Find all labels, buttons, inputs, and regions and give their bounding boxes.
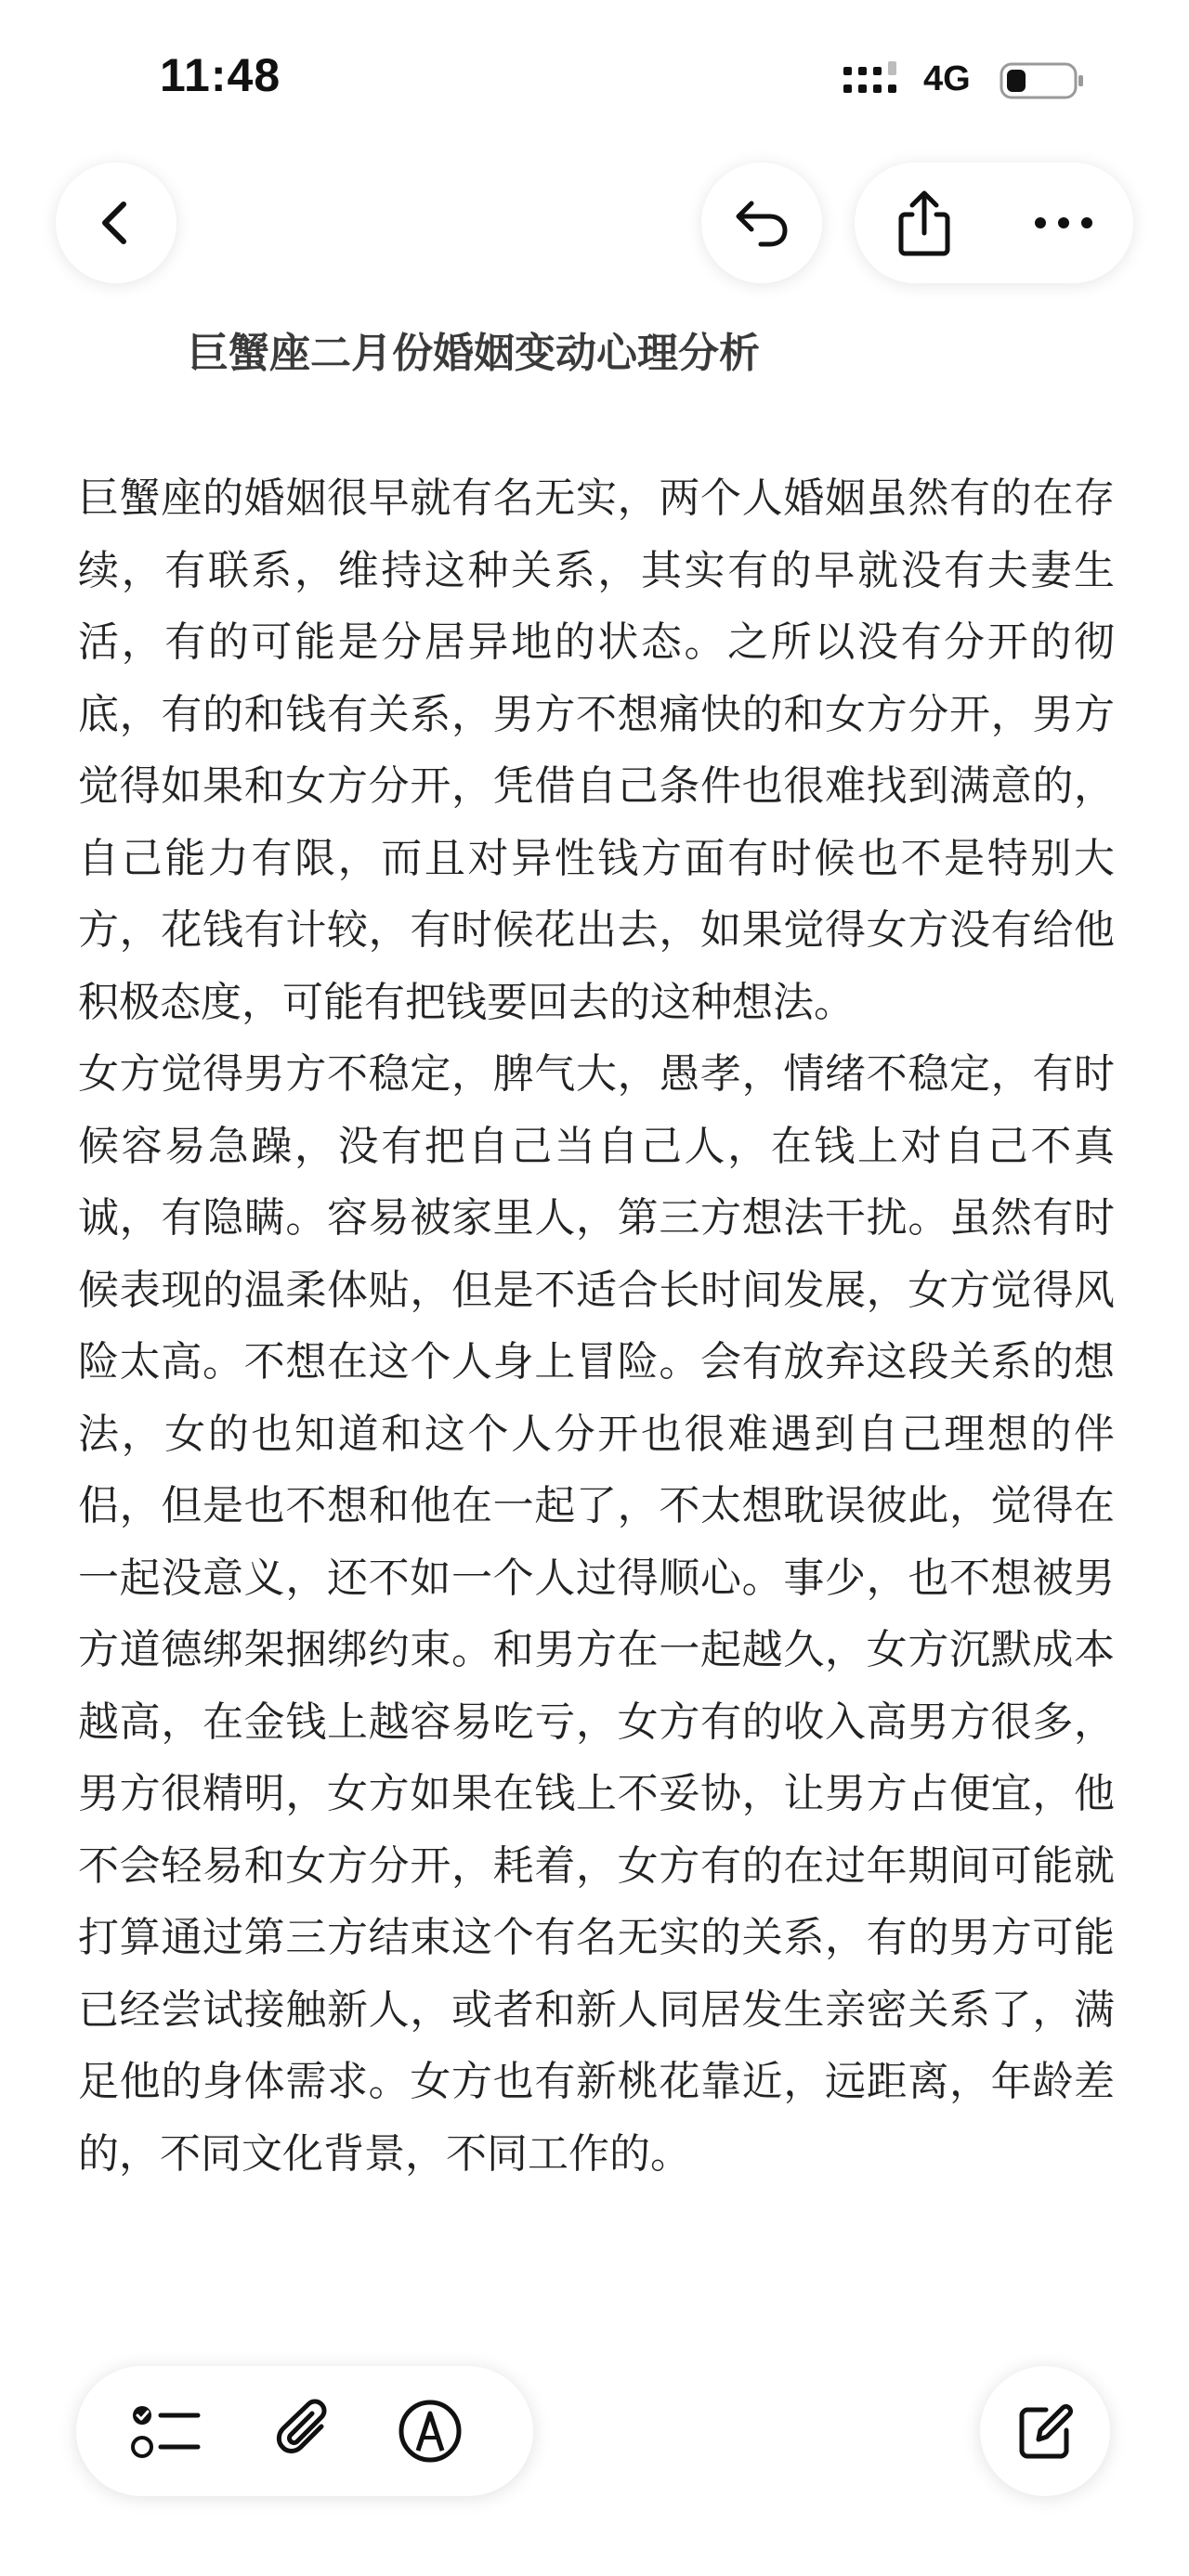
checklist-icon: [129, 2399, 203, 2464]
share-icon: [892, 189, 957, 257]
back-button[interactable]: [56, 163, 176, 283]
note-paragraph-1[interactable]: 巨蟹座的婚姻很早就有名无实，两个人婚姻虽然有的在存续，有联系，维持这种关系，其实有的早就没有夫妻生活，有的可能是分居异地的状态。之所以没有分开的彻底，有的和钱有关系，男方不想痛快的和女方分开，男方觉得如果和女方分开，凭借自己条件也很难找到满意的，自己能力有限，而且对异性钱方面有时候也不是特别大方，花钱有计较，有时候花出去，如果觉得女方没有给他积极态度，可能有把钱要回去的这种想法。: [78, 475, 1115, 1026]
undo-icon: [729, 190, 794, 255]
network-type: 4G: [923, 59, 971, 98]
attachment-button[interactable]: [245, 2366, 366, 2496]
status-bar: [0, 0, 1189, 149]
compose-icon: [1013, 2399, 1078, 2464]
undo-button[interactable]: [701, 163, 822, 283]
note-paragraph-2[interactable]: 女方觉得男方不稳定，脾气大，愚孝，情绪不稳定，有时候容易急躁，没有把自己当自己人，在钱上对自己不真诚，有隐瞒。容易被家里人，第三方想法干扰。虽然有时候表现的温柔体贴，但是不适合长时间发展，女方觉得风险太高。不想在这个人身上冒险。会有放弃这段关系的想法，女的也知道和这个人分开也很难遇到自己理想的伴侣，但是也不想和他在一起了，不太想耽误彼此，觉得在一起没意义，还不如一个人过得顺心。事少，也不想被男方道德绑架捆绑约束。和男方在一起越久，女方沉默成本越高，在金钱上越容易吃亏，女方有的收入高男方很多，男方很精明，女方如果在钱上不妥协，让男方占便宜，他不会轻易和女方分开，耗着，女方有的在过年期间可能就打算通过第三方结束这个有名无实的关系，有的男方可能已经尝试接触新人，或者和新人同居发生亲密关系了，满足他的身体需求。女方也有新桃花靠近，远距离，年龄差的，不同文化背景，不同工作的。: [78, 1050, 1115, 2178]
checklist-button[interactable]: [106, 2366, 227, 2496]
share-more-group: [855, 163, 1133, 283]
status-time: 11:48: [160, 49, 281, 101]
bottom-toolbar: [76, 2366, 533, 2496]
signal-strength-icon: [842, 61, 903, 100]
paperclip-icon: [273, 2397, 338, 2465]
more-button[interactable]: [994, 163, 1133, 283]
share-button[interactable]: [855, 163, 994, 283]
battery-icon: [1000, 61, 1085, 100]
note-title[interactable]: 巨蟹座二月份婚姻变动心理分析: [188, 330, 760, 377]
note-body[interactable]: [78, 462, 1115, 2375]
markup-button[interactable]: [370, 2366, 490, 2496]
markup-pen-icon: [396, 2397, 464, 2465]
compose-button[interactable]: [980, 2366, 1110, 2496]
chevron-left-icon: [88, 195, 144, 251]
ellipsis-icon: [1031, 214, 1096, 232]
